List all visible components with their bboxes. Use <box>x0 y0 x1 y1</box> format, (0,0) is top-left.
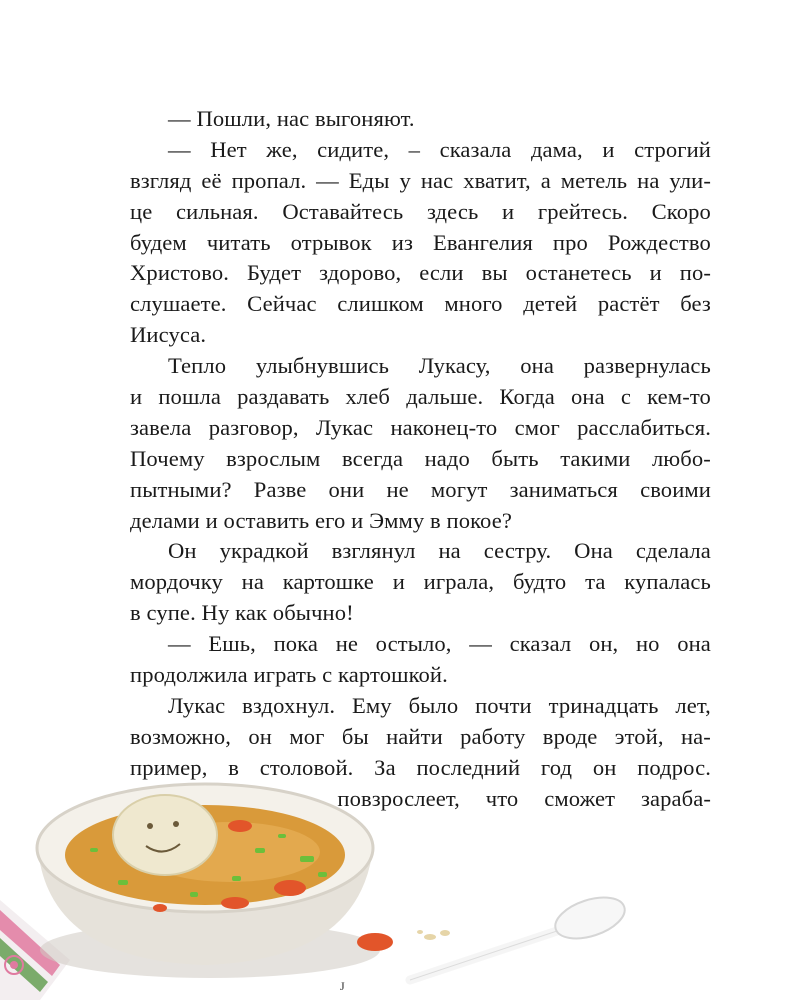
soup-bowl-illustration <box>0 760 800 1000</box>
text-line: пытными? Разве они не могут заниматься своими <box>130 476 711 502</box>
text-line: и пошла раздавать хлеб дальше. Когда она с кем-то <box>130 384 711 410</box>
text-line: Тепло улыбнувшись Лукасу, она развернулась <box>168 353 711 379</box>
text-line: продолжила играть с картошкой. <box>130 662 448 688</box>
text-line: Лукас вздохнул. Ему было почти тринадцать лет, <box>168 692 711 718</box>
text-line: Христово. Будет здорово, если вы останетесь и по- <box>130 260 711 286</box>
text-line: взгляд её пропал. — Еды у нас хватит, а метель на ули- <box>130 167 711 193</box>
text-line: Иисуса. <box>130 322 207 348</box>
text-line: возможно, он мог бы найти работу вроде этой, на- <box>130 723 711 749</box>
potato-face <box>113 795 217 875</box>
text-line: — Нет же, сидите, – сказала дама, и строгий <box>168 136 711 162</box>
text-line: завела разговор, Лукас наконец-то смог расслабиться. <box>130 414 711 440</box>
crumbs <box>417 930 450 940</box>
text-line: пример, в столовой. За последний год он подрос. <box>130 754 711 780</box>
text-line: слушаете. Сейчас слишком много детей растёт без <box>130 291 711 317</box>
text-line: — Ешь, пока не остыло, — сказал он, но она <box>168 631 711 657</box>
text-line: — Пошли, нас выгоняют. <box>168 106 415 131</box>
text-line: Он украдкой взглянул на сестру. Она сделала <box>168 538 711 564</box>
text-line: делами и оставить его и Эмму в покое? <box>130 507 512 533</box>
text-line: в супе. Ну как обычно! <box>130 600 354 626</box>
text-line: мордочку на картошке и играла, будто та купалась <box>130 569 711 595</box>
text-line: повзрослеет, что сможет зараба- <box>337 785 711 811</box>
page-mark: J <box>340 979 345 993</box>
text-line: це сильная. Оставайтесь здесь и грейтесь. Скоро <box>130 198 711 224</box>
text-line: Почему взрослым всегда надо быть такими любо- <box>130 445 711 471</box>
page-text <box>130 104 711 814</box>
text-line: будем читать отрывок из Евангелия про Рождество <box>130 229 711 255</box>
